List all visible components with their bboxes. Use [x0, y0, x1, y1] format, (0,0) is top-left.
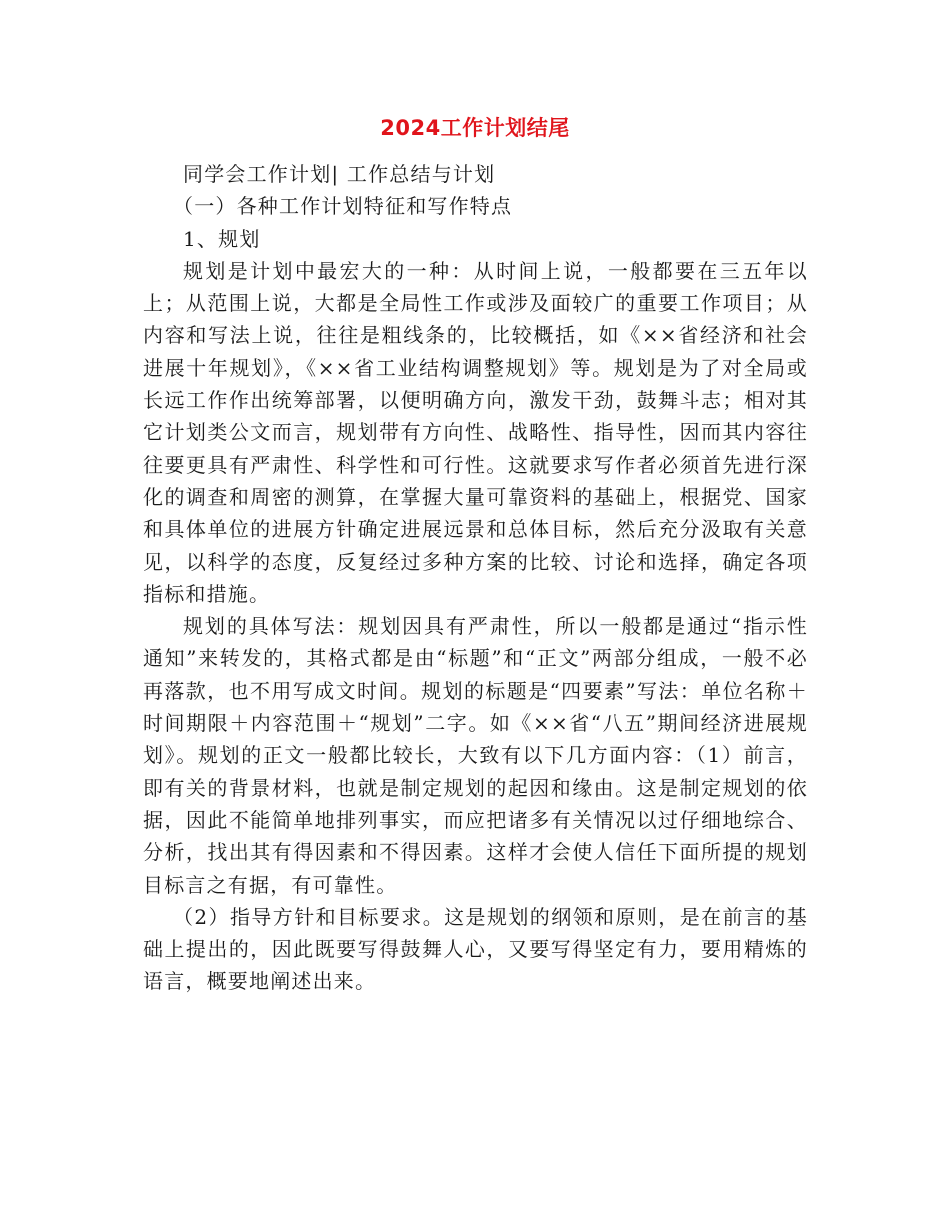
subsection-heading: 1、规划 [183, 226, 261, 251]
document-title: 2024工作计划结尾 [380, 116, 570, 140]
paragraph-planning-overview: 规划是计划中最宏大的一种：从时间上说，一般都要在三五年以上；从范围上说，大都是全局性工作或涉及面较广的重要工作项目；从内容和写法上说，往往是粗线条的，比较概括，如《××省经济和社会进展十年规划》，《××省工业结构调整规划》等。规划是为了对全局或长远工作作出统筹部署，以便明确方向，激发干劲，鼓舞斗志；相对其它计划类公文而言，规划带有方向性、战略性、指导性，因而其内容往往要更具有严肃性、科学性和可行性。这就要求写作者必须首先进行深化的调查和周密的测算，在掌握大量可靠资料的基础上，根据党、国家和具体单位的进展方针确定进展远景和总体目标，然后充分汲取有关意见，以科学的态度，反复经过多种方案的比较、讨论和选择，确定各项指标和措施。 [143, 258, 808, 606]
document-body [143, 158, 808, 998]
section-heading: （一）各种工作计划特征和写作特点 [173, 194, 513, 219]
subtitle-line: 同学会工作计划| 工作总结与计划 [183, 162, 496, 186]
paragraph-planning-writing: 规划的具体写法：规划因具有严肃性，所以一般都是通过“指示性通知”来转发的，其格式都是由“标题”和“正文”两部分组成，一般不必再落款，也不用写成文时间。规划的标题是“四要素”写法：单位名称＋时间期限＋内容范围＋“规划”二字。如《××省“八五”期间经济进展规划》。规划的正文一般都比较长，大致有以下几方面内容：（1）前言，即有关的背景材料，也就是制定规划的起因和缘由。这是制定规划的依据，因此不能简单地排列事实，而应把诸多有关情况以过仔细地综合、分析，找出其有得因素和不得因素。这样才会使人信任下面所提的规划目标言之有据，有可靠性。 [143, 614, 808, 897]
paragraph-guiding-principles: （2）指导方针和目标要求。这是规划的纲领和原则，是在前言的基础上提出的，因此既要写得鼓舞人心，又要写得坚定有力，要用精炼的语言，概要地阐述出来。 [143, 904, 808, 994]
